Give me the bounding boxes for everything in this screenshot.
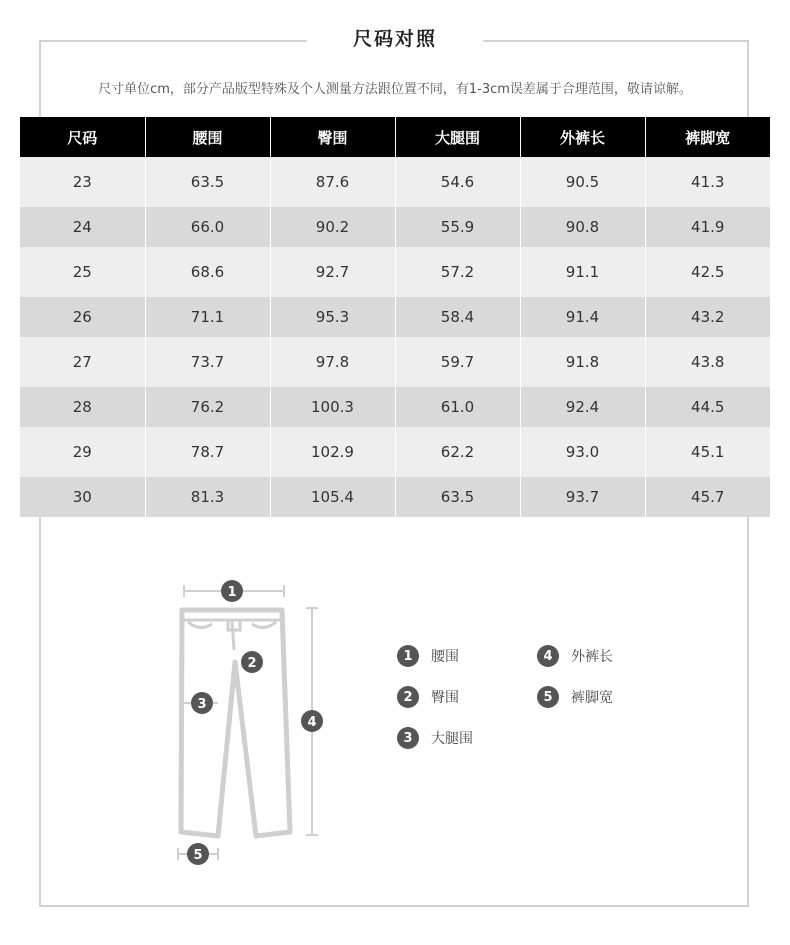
table-cell: 41.9 (645, 207, 770, 247)
table-cell: 91.4 (520, 297, 645, 337)
table-row (20, 387, 770, 427)
legend-marker: 1 (397, 645, 419, 667)
table-row (20, 427, 770, 477)
svg-text:2: 2 (247, 656, 257, 671)
table-cell: 87.6 (270, 157, 395, 207)
legend-label: 腰围 (431, 649, 459, 665)
header-size: 尺码 (20, 117, 145, 157)
table-row (20, 477, 770, 517)
size-table (20, 117, 770, 517)
legend-marker: 3 (397, 727, 419, 749)
header-length: 外裤长 (520, 117, 645, 157)
marker-2 (241, 651, 263, 673)
table-cell: 90.5 (520, 157, 645, 207)
table-cell: 54.6 (395, 157, 520, 207)
header-waist: 腰围 (145, 117, 270, 157)
table-row (20, 297, 770, 337)
table-row (20, 247, 770, 297)
table-cell: 92.4 (520, 387, 645, 427)
table-cell: 95.3 (270, 297, 395, 337)
table-cell: 90.8 (520, 207, 645, 247)
table-cell: 43.8 (645, 337, 770, 387)
marker-5 (187, 843, 209, 865)
table-cell: 76.2 (145, 387, 270, 427)
header-thigh: 大腿围 (395, 117, 520, 157)
legend-marker: 2 (397, 686, 419, 708)
table-cell: 92.7 (270, 247, 395, 297)
table-cell: 45.7 (645, 477, 770, 517)
marker-1 (221, 580, 243, 602)
table-cell: 23 (20, 157, 145, 207)
legend-marker: 4 (537, 645, 559, 667)
table-cell: 81.3 (145, 477, 270, 517)
marker-3 (191, 692, 213, 714)
legend-label: 臀围 (431, 690, 459, 706)
legend-marker: 5 (537, 686, 559, 708)
table-cell: 44.5 (645, 387, 770, 427)
table-cell: 78.7 (145, 427, 270, 477)
table-row (20, 337, 770, 387)
table-cell: 71.1 (145, 297, 270, 337)
table-cell: 45.1 (645, 427, 770, 477)
svg-text:1: 1 (227, 585, 237, 600)
table-cell: 28 (20, 387, 145, 427)
table-cell: 97.8 (270, 337, 395, 387)
table-cell: 59.7 (395, 337, 520, 387)
table-cell: 41.3 (645, 157, 770, 207)
table-cell: 90.2 (270, 207, 395, 247)
table-row (20, 157, 770, 207)
table-cell: 63.5 (395, 477, 520, 517)
pants-diagram (160, 570, 340, 875)
table-cell: 93.0 (520, 427, 645, 477)
table-cell: 55.9 (395, 207, 520, 247)
page-title: 尺码对照 (307, 24, 483, 51)
svg-text:4: 4 (307, 715, 317, 730)
table-cell: 29 (20, 427, 145, 477)
table-cell: 26 (20, 297, 145, 337)
table-cell: 63.5 (145, 157, 270, 207)
table-cell: 105.4 (270, 477, 395, 517)
table-cell: 24 (20, 207, 145, 247)
table-cell: 73.7 (145, 337, 270, 387)
table-cell: 57.2 (395, 247, 520, 297)
legend-label: 大腿围 (431, 731, 473, 747)
table-cell: 91.1 (520, 247, 645, 297)
table-cell: 27 (20, 337, 145, 387)
table-cell: 58.4 (395, 297, 520, 337)
table-cell: 43.2 (645, 297, 770, 337)
svg-text:3: 3 (197, 697, 207, 712)
table-cell: 25 (20, 247, 145, 297)
measurement-note: 尺寸单位cm，部分产品版型特殊及个人测量方法跟位置不同，有1-3cm误差属于合理范围，敬请谅解。 (98, 82, 692, 97)
table-cell: 30 (20, 477, 145, 517)
table-cell: 62.2 (395, 427, 520, 477)
table-cell: 93.7 (520, 477, 645, 517)
marker-4 (301, 710, 323, 732)
table-header-row (20, 117, 770, 157)
table-cell: 102.9 (270, 427, 395, 477)
legend-label: 外裤长 (571, 649, 613, 665)
table-cell: 91.8 (520, 337, 645, 387)
table-cell: 66.0 (145, 207, 270, 247)
header-hem: 裤脚宽 (645, 117, 770, 157)
legend-label: 裤脚宽 (571, 690, 613, 706)
table-cell: 100.3 (270, 387, 395, 427)
title-wrap (0, 24, 790, 51)
svg-text:5: 5 (193, 848, 203, 863)
table-cell: 68.6 (145, 247, 270, 297)
table-row (20, 207, 770, 247)
table-cell: 61.0 (395, 387, 520, 427)
table-cell: 42.5 (645, 247, 770, 297)
header-hip: 臀围 (270, 117, 395, 157)
pants-outline (181, 610, 290, 836)
